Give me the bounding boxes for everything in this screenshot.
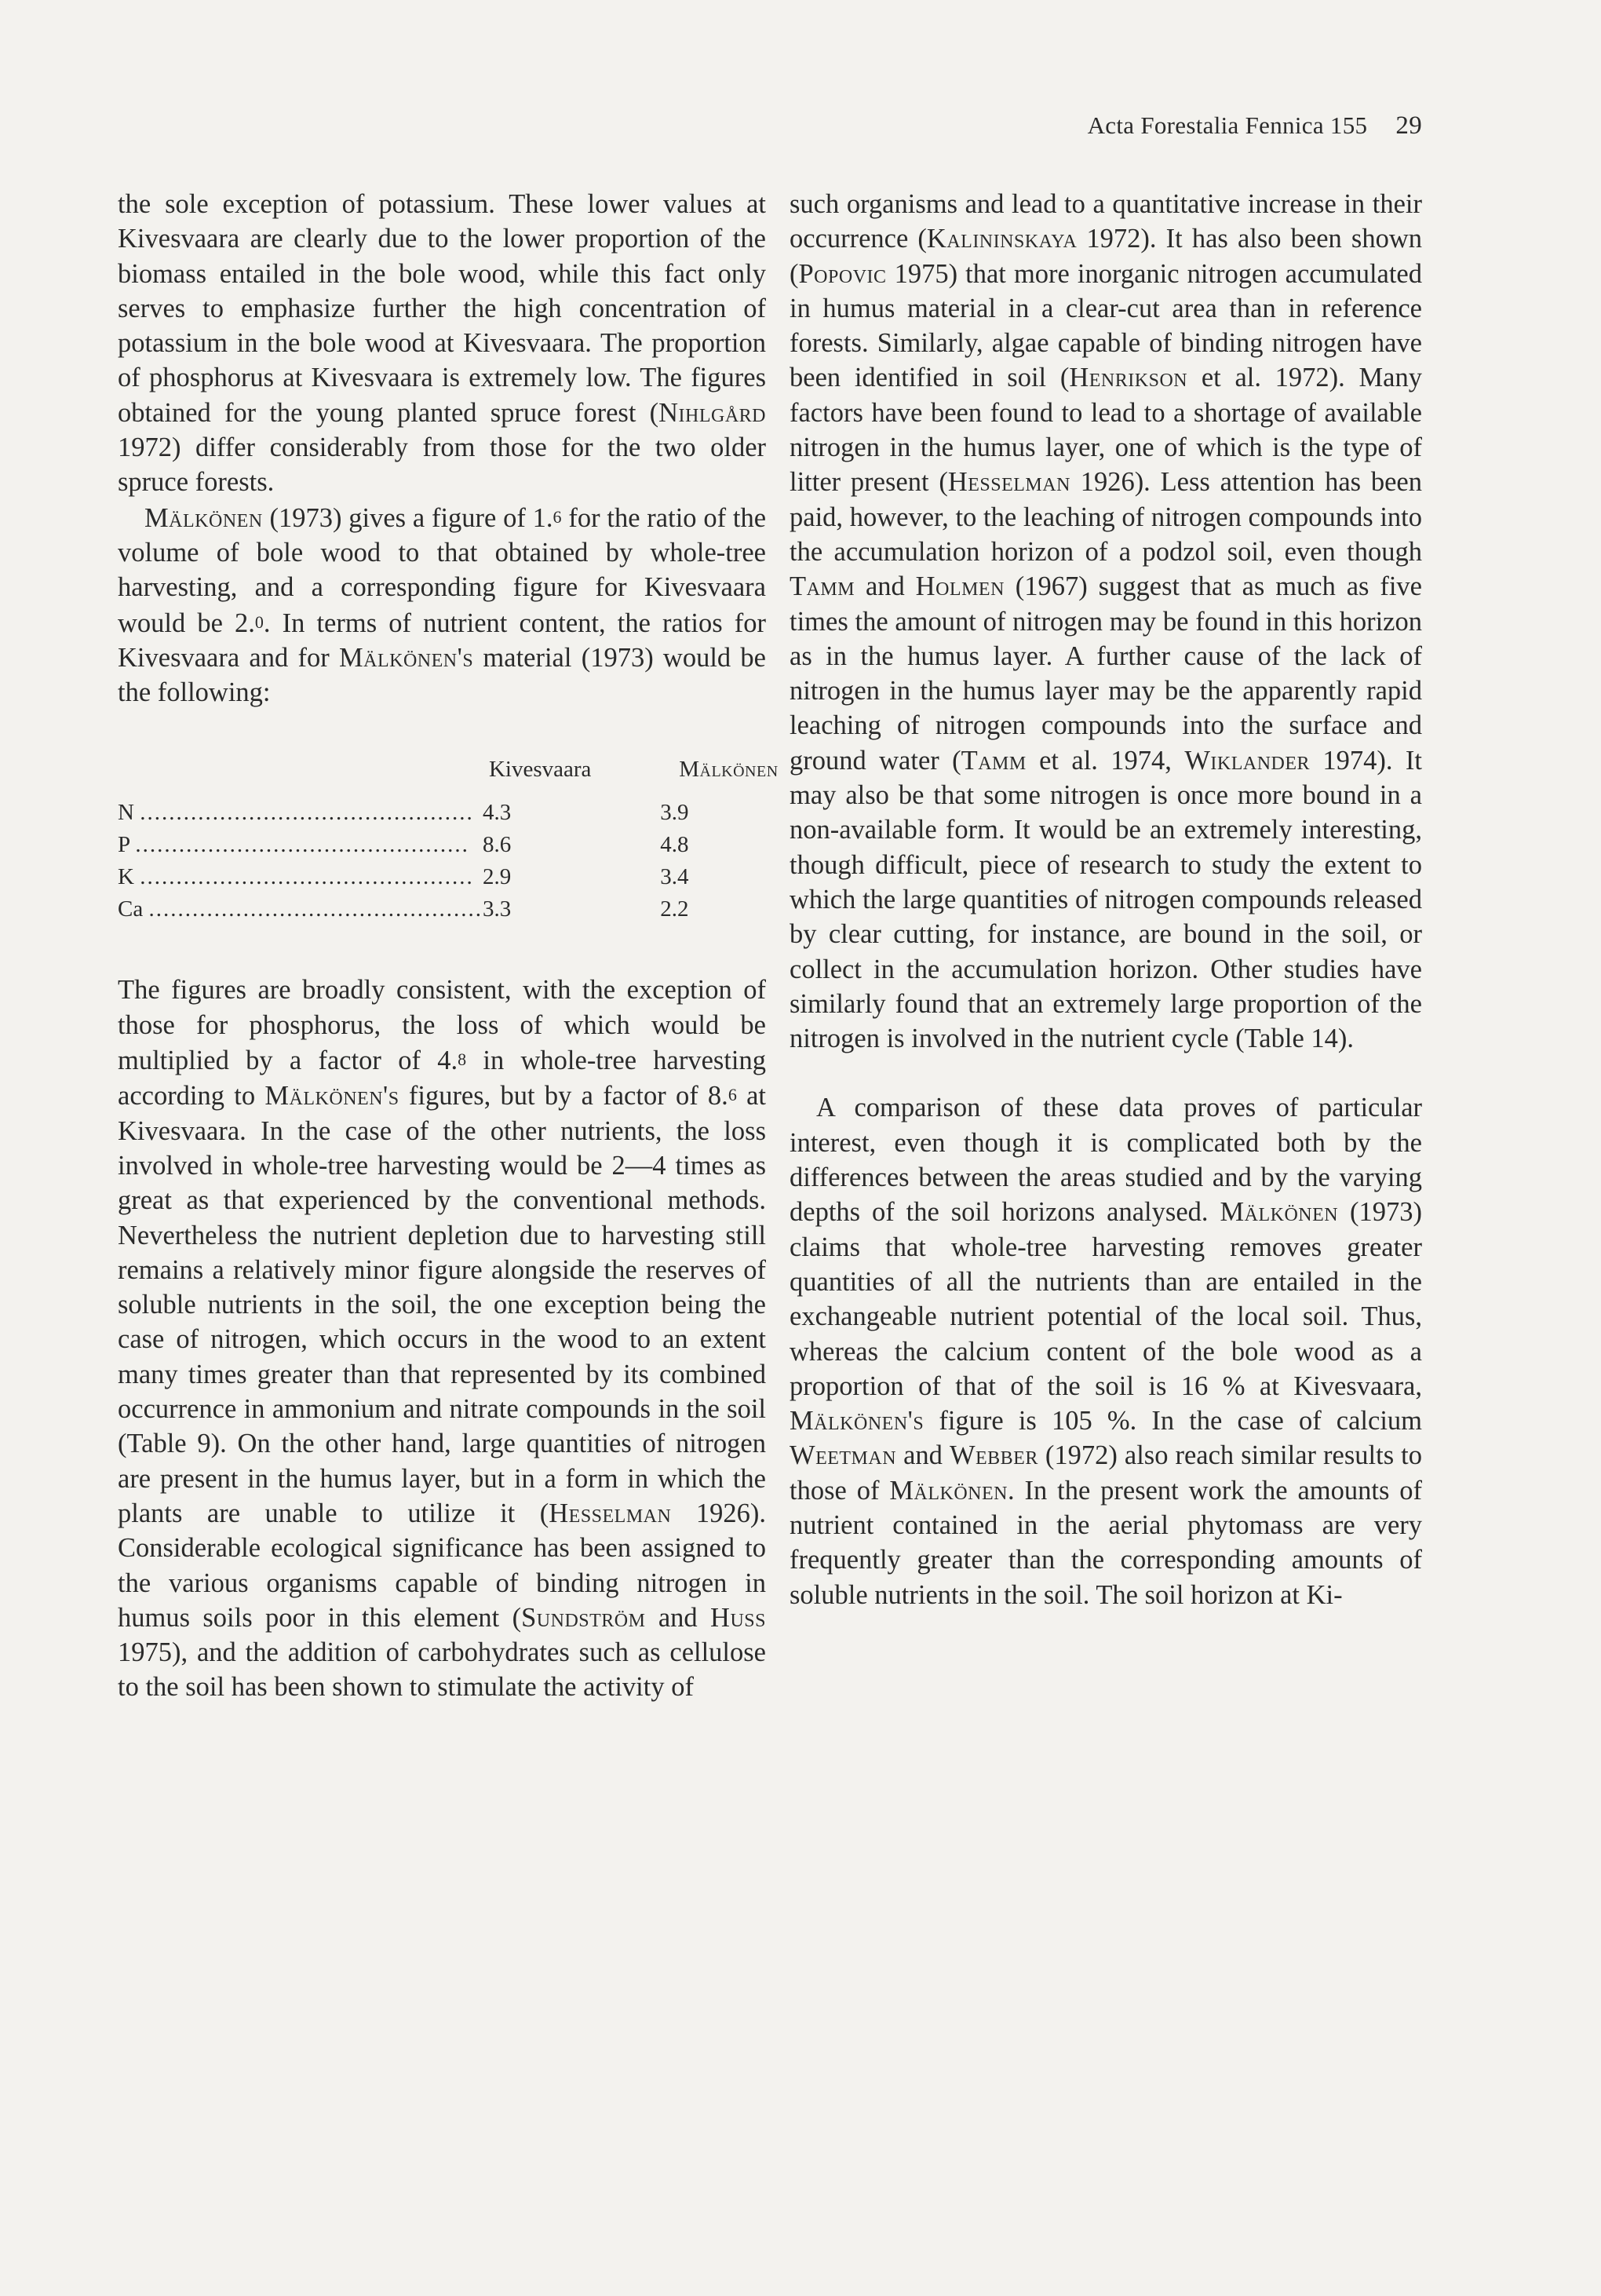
right-column xyxy=(790,187,1422,1612)
citation: Holmen xyxy=(915,571,1005,602)
running-header xyxy=(1088,111,1422,141)
kivesvaara-value: 8.6 xyxy=(482,832,512,858)
element-label: N xyxy=(118,800,134,826)
element-label: P xyxy=(118,832,130,858)
table-header-blank xyxy=(118,754,483,797)
citation: Mälkönen's xyxy=(264,1081,399,1111)
paragraph: Mälkönen (1973) gives a figure of 1.$^6$ for the ratio of the volume of bole wood to that obtained by whole-tree harvesting, and a corresponding figure for Kivesvaara would be 2.$^0$. In terms of nutrient content, the ratios for Kivesvaara and for Mälkönen's material (1973) would be the following: xyxy=(118,502,767,708)
citation: Mälkönen xyxy=(889,1475,1008,1506)
citation: Sundström xyxy=(521,1602,646,1633)
citation: Kalininskaya xyxy=(926,224,1078,254)
citation: Wiklander xyxy=(1184,745,1311,776)
dot-leader: .............................................. xyxy=(140,800,474,826)
page-number: 29 xyxy=(1395,111,1422,140)
malkonen-value: 3.9 xyxy=(660,800,689,826)
citation: Hesselman xyxy=(549,1498,672,1528)
citation: Weetman xyxy=(790,1440,897,1471)
citation: Tamm xyxy=(961,745,1027,776)
table-header-malkonen: Mälkönen xyxy=(679,757,779,783)
dot-leader: .............................................. xyxy=(135,832,469,858)
citation: Nihlgård xyxy=(658,397,766,428)
kivesvaara-value: 2.9 xyxy=(482,864,512,890)
table-row xyxy=(118,893,779,925)
table-row xyxy=(118,829,779,861)
malkonen-value: 3.4 xyxy=(660,864,689,890)
dot-leader: .............................................. xyxy=(140,864,474,890)
dot-leader: .............................................. xyxy=(148,896,483,922)
paragraph: such organisms and lead to a quantitative increase in their occurrence (Kalininskaya 1972). It has also been shown (Popovic 1975) that more inorganic nitrogen accumulated in humus material in a clear-cut area than in reference forests. Similarly, algae capable of binding nitrogen have been identified in soil (Henrikson et al. 1972). Many factors have been found to lead to a shortage of available nitrogen in the humus layer, one of which is the type of litter present (Hesselman 1926). Less attention has been paid, however, to the leaching of nitrogen compounds into the accumulation horizon of a podzol soil, even though Tamm and Holmen (1967) suggest that as much as five times the amount of nitrogen may be found in this horizon as in the humus layer. A further cause of the lack of nitrogen in the humus layer may be the apparently rapid leaching of nitrogen compounds into the surface and ground water (Tamm et al. 1974, Wiklander 1974). It may also be that some nitrogen is once more bound in a non-available form. It would be an extremely interesting, though difficult, piece of research to study the extent to which the large quantities of nitrogen compounds released by clear cutting, for instance, are bound in the soil, or collect in the accumulation horizon. Other studies have similarly found that an extremely large proportion of the nitrogen is involved in the nutrient cycle (Table 14). xyxy=(790,189,1422,1054)
citation: Huss xyxy=(710,1602,766,1633)
paragraph: A comparison of these data proves of particular interest, even though it is complicated both by the differences between the areas studied and by the varying depths of the soil horizons analysed. Mälkönen (1973) claims that whole-tree harvesting removes greater quantities of all the nutrients than are entailed in the exchangeable nutrient potential of the local soil. Thus, whereas the calcium content of the bole wood as a proportion of that of the soil is 16 % at Kivesvaara, Mälkönen's figure is 105 %. In the case of calcium Weetman and Webber (1972) also reach similar results to those of Mälkönen. In the present work the amounts of nutrient contained in the aerial phytomass are very frequently greater than the corresponding amounts of soluble nutrients in the soil. The soil horizon at Ki- xyxy=(790,1093,1422,1610)
citation: Mälkönen's xyxy=(790,1406,924,1436)
table-header-kivesvaara: Kivesvaara xyxy=(488,757,592,783)
citation: Mälkönen's xyxy=(338,642,474,673)
citation: Webber xyxy=(949,1440,1038,1471)
nutrient-ratio-table xyxy=(118,754,779,925)
citation: Mälkönen xyxy=(1220,1197,1339,1228)
citation: Mälkönen xyxy=(144,502,263,533)
journal-title: Acta Forestalia Fennica 155 xyxy=(1087,111,1368,139)
table-row xyxy=(118,861,779,893)
element-label: Ca xyxy=(118,896,144,922)
citation: Popovic xyxy=(798,258,887,289)
citation: Hesselman xyxy=(947,467,1070,498)
paragraph: The figures are broadly consistent, with the exception of those for phosphorus, the loss of which would be multiplied by a factor of 4.$^8$ in whole-tree harvesting according to Mälkönen's figures, but by a factor of 8.$^6$ at Kivesvaara. In the case of the other nutrients, the loss involved in whole-tree harvesting would be 2—4 times as great as that experienced by the conventional methods. Nevertheless the nutrient depletion due to harvesting still remains a relatively minor figure alongside the reserves of soluble nutrients in the soil, the one exception being the case of nitrogen, which occurs in the wood to an extent many times greater than that represented by its combined occurrence in ammonium and nitrate compounds in the soil (Table 9). On the other hand, large quantities of nitrogen are present in the humus layer, but in a form in which the plants are unable to utilize it (Hesselman 1926). Considerable ecological significance has been assigned to the various organisms capable of binding nitrogen in humus soils poor in this element (Sundström and Huss 1975), and the addition of carbohydrates such as cellulose to the soil has been shown to stimulate the activity of xyxy=(118,975,766,1703)
table-row xyxy=(118,797,779,829)
citation: Tamm xyxy=(790,571,855,602)
kivesvaara-value: 3.3 xyxy=(482,896,512,922)
kivesvaara-value: 4.3 xyxy=(482,800,512,826)
element-label: K xyxy=(118,864,134,890)
left-column xyxy=(118,187,779,1705)
paragraph: the sole exception of potassium. These lower values at Kivesvaara are clearly due to the lower proportion of the biomass entailed in the bole wood, while this fact only serves to emphasize further the high concentration of potassium in the bole wood at Kivesvaara. The proportion of phosphorus at Kivesvaara is extremely low. The figures obtained for the young planted spruce forest (Nihlgård 1972) differ considerably from those for the two older spruce forests. xyxy=(118,189,766,498)
malkonen-value: 2.2 xyxy=(660,896,689,922)
citation: Henrikson xyxy=(1069,363,1188,393)
malkonen-value: 4.8 xyxy=(660,832,689,858)
